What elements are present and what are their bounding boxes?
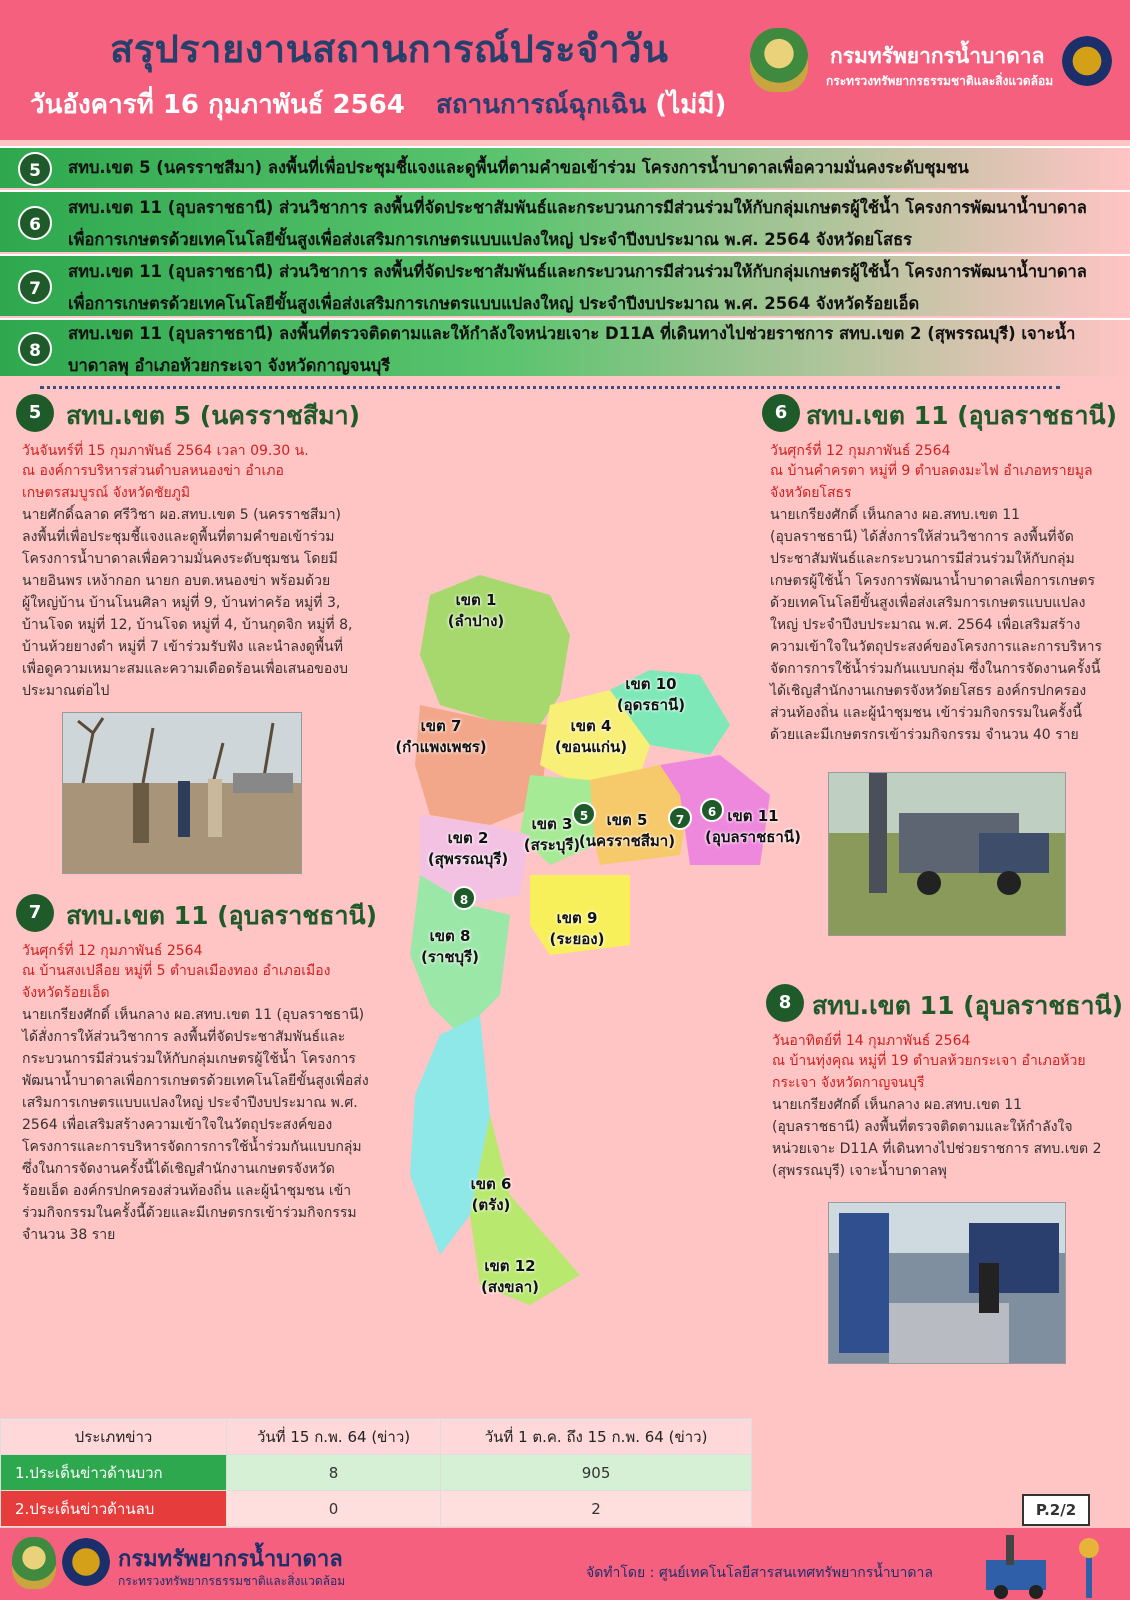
section-location: ณ บ้านทุ่งคุณ หมู่ที่ 19 ตำบลห้วยกระเจา อำเภอห้วยกระเจา จังหวัดกาญจนบุรี [772,1053,1086,1091]
page-title: สรุปรายงานสถานการณ์ประจำวัน [110,27,669,71]
map-label-region-2: เขต 2 (สุพรรณบุรี) [427,829,509,868]
photo-drilling-water [828,1202,1066,1364]
footer-org-name: กรมทรัพยากรน้ำบาดาล [118,1547,343,1572]
row-label: 1.ประเด็นข่าวด้านบวก [1,1455,227,1491]
section-body: นายเกรียงศักดิ์ เห็นกลาง ผอ.สทบ.เขต 11 (อุบลราชธานี) ได้สั่งการให้ส่วนวิชาการ ลงพื้นที่จัดประชาสัมพันธ์และกระบวนการมีส่วนร่วมให้กับกลุ่มเกษตรผู้ใช้น้ำ โครงการพัฒนาน้ำบาดาลเพื่อการเกษตรด้วยเทคโนโลยีขั้นสูงเพื่อส่งเสริมการเกษตรแบบแปลงใหญ่ ประจำปีงบประมาณ พ.ศ. 2564 เพื่อเสริมสร้างความเข้าใจในวัตถุประสงค์ของโครงการและการบริหารจัดการการใช้น้ำร่วมกันแบบกลุ่ม ซึ่งในการจัดงานครั้งนี้ได้เชิญสำนักงานเกษตรจังหวัดยโสธร องค์กรปกครองส่วนท้องถิ่น และผู้นำชุมชน เข้าร่วมกิจกรรมในครั้งนี้ด้วยและมีเกษตรกรเข้าร่วมกิจกรรม จำนวน 40 ราย [770,507,1102,743]
row-text: สทบ.เขต 5 (นครราชสีมา) ลงพื้นที่เพื่อประชุมชี้แจงและดูพื้นที่ตามคำขอเข้าร่วม โครงการน้ำบาดาลเพื่อความมั่นคงระดับชุมชน [68,158,969,177]
table-row [1,1491,752,1527]
drill-truck-icon [976,1530,1116,1600]
map-label-region-5: เขต 5 (นครราชสีมา) [578,811,676,850]
map-marker: 6 [700,798,724,822]
section-number: 5 [16,394,54,432]
photo-drilling-rig [828,772,1066,936]
section-location: ณ บ้านคำครตา หมู่ที่ 9 ตำบลดงมะไฟ อำเภอทรายมูล จังหวัดยโสธร [770,463,1093,501]
section-location: ณ บ้านสงเปลือย หมู่ที่ 5 ตำบลเมืองทอง อำเภอเมือง จังหวัดร้อยเอ็ด [22,963,331,1001]
section-date: วันศุกร์ที่ 12 กุมภาพันธ์ 2564 [22,943,203,959]
map-label-region-4: เขต 4 (ขอนแก่น) [554,717,628,756]
section-title: สทบ.เขต 11 (อุบลราชธานี) [806,401,1118,430]
news-row-6 [0,190,1130,252]
cell-value: 905 [441,1455,752,1491]
section-date: วันศุกร์ที่ 12 กุมภาพันธ์ 2564 [770,443,951,459]
map-marker: 5 [572,802,596,826]
section-number: 8 [766,984,804,1022]
section-title: สทบ.เขต 11 (อุบลราชธานี) [812,991,1124,1020]
footer-credit: จัดทำโดย : ศูนย์เทคโนโลยีสารสนเทศทรัพยากรน้ำบาดาล [586,1565,933,1581]
section-location: ณ องค์การบริหารส่วนตำบลหนองข่า อำเภอเกษตรสมบูรณ์ จังหวัดชัยภูมิ [22,463,284,501]
news-row-8 [0,318,1130,376]
section-divider [40,386,1060,389]
col-header: ประเภทข่าว [1,1419,227,1455]
news-row-7 [0,254,1130,316]
section-number: 7 [16,894,54,932]
photo-site-visit [62,712,302,874]
table-row [1,1455,752,1491]
cell-value: 2 [441,1491,752,1527]
footer-org-subtitle: กระทรวงทรัพยากรธรรมชาติและสิ่งแวดล้อม [118,1574,346,1588]
news-row-5 [0,146,1130,188]
section-date: วันอาทิตย์ที่ 14 กุมภาพันธ์ 2564 [772,1033,971,1049]
department-emblem-icon [62,1538,110,1586]
map-label-region-7: เขต 7 (กำแพงเพชร) [395,717,487,756]
row-label: 2.ประเด็นข่าวด้านลบ [1,1491,227,1527]
map-label-region-11: เขต 11 (อุบลราชธานี) [705,807,801,846]
map-label-region-10: เขต 10 (อุดรธานี) [616,675,686,714]
emergency-status [436,84,726,125]
department-emblem-icon [1062,36,1112,86]
org-name: กรมทรัพยากรน้ำบาดาล [830,44,1045,68]
section-body: นายเกรียงศักดิ์ เห็นกลาง ผอ.สทบ.เขต 11 (อุบลราชธานี) ได้สั่งการให้ส่วนวิชาการ ลงพื้นที่จัดประชาสัมพันธ์และกระบวนการมีส่วนร่วมให้กับกลุ่มเกษตรผู้ใช้น้ำ โครงการพัฒนาน้ำบาดาลเพื่อการเกษตรด้วยเทคโนโลยีขั้นสูงเพื่อส่งเสริมการเกษตรแบบแปลงใหญ่ ประจำปีงบประมาณ พ.ศ. 2564 เพื่อเสริมสร้างความเข้าใจในวัตถุประสงค์ของโครงการและการบริหารจัดการการใช้น้ำร่วมกันแบบกลุ่ม ซึ่งในการจัดงานครั้งนี้ได้เชิญสำนักงานเกษตรจังหวัดร้อยเอ็ด องค์กรปกครองส่วนท้องถิ่น และผู้นำชุมชน เข้าร่วมกิจกรรมในครั้งนี้ด้วยและมีเกษตรกรเข้าร่วมกิจกรรม จำนวน 38 ราย [22,1007,369,1243]
row-text: สทบ.เขต 11 (อุบลราชธานี) ส่วนวิชาการ ลงพื้นที่จัดประชาสัมพันธ์และกระบวนการมีส่วนร่วมให้กับกลุ่มเกษตรผู้ใช้น้ำ โครงการพัฒนาน้ำบาดาลเพื่อการเกษตรด้วยเทคโนโลยีขั้นสูงเพื่อส่งเสริมการเกษตรแบบแปลงใหญ่ ประจำปีงบประมาณ พ.ศ. 2564 จังหวัดยโสธร [68,198,1087,249]
row-number: 8 [18,332,52,366]
col-header: วันที่ 1 ต.ค. ถึง 15 ก.พ. 64 (ข่าว) [441,1419,752,1455]
org-subtitle: กระทรวงทรัพยากรธรรมชาติและสิ่งแวดล้อม [826,74,1054,88]
cell-value: 0 [226,1491,440,1527]
map-label-region-1: เขต 1 (ลำปาง) [447,591,505,630]
report-date: วันอังคารที่ 16 กุมภาพันธ์ 2564 [30,90,405,120]
ministry-seal-icon [12,1537,56,1589]
map-marker: 8 [452,886,476,910]
map-label-region-3: เขต 3 (สระบุรี) [523,815,581,854]
row-number: 6 [18,206,52,240]
section-title: สทบ.เขต 5 (นครราชสีมา) [66,401,361,430]
emergency-label: สถานการณ์ฉุกเฉิน [436,90,647,120]
map-label-region-8: เขต 8 (ราชบุรี) [421,927,479,966]
map-label-region-6: เขต 6 (ตรัง) [470,1175,512,1214]
page-number: P.2/2 [1022,1494,1090,1526]
emergency-value: (ไม่มี) [655,90,727,120]
news-stats-table [0,1418,752,1527]
row-text: สทบ.เขต 11 (อุบลราชธานี) ส่วนวิชาการ ลงพื้นที่จัดประชาสัมพันธ์และกระบวนการมีส่วนร่วมให้กับกลุ่มเกษตรผู้ใช้น้ำ โครงการพัฒนาน้ำบาดาลเพื่อการเกษตรด้วยเทคโนโลยีขั้นสูงเพื่อส่งเสริมการเกษตรแบบแปลงใหญ่ ประจำปีงบประมาณ พ.ศ. 2564 จังหวัดร้อยเอ็ด [68,262,1087,313]
cell-value: 8 [226,1455,440,1491]
section-body: นายศักดิ์ฉลาด ศรีวิชา ผอ.สทบ.เขต 5 (นครราชสีมา) ลงพื้นที่เพื่อประชุมชี้แจงและดูพื้นที่ตามคำขอเข้าร่วม โครงการน้ำบาดาลเพื่อความมั่นคงระดับชุมชน โดยมี นายอินพร เหง้ากอก นายก อบต.หนองข่า พร้อมด้วย ผู้ใหญ่บ้าน บ้านโนนศิลา หมู่ที่ 9, บ้านท่าคร้อ หมู่ที่ 3, บ้านโจด หมู่ที่ 12, บ้านโจด หมู่ที่ 4, บ้านกุดจิก หมู่ที่ 8, บ้านห้วยยางดำ หมู่ที่ 7 เข้าร่วมรับฟัง และนำลงดูพื้นที่ เพื่อดูความเหมาะสมและความเดือดร้อนเพื่อเสนอของบประมาณต่อไป [22,507,353,699]
map-label-region-12: เขต 12 (สงขลา) [480,1257,540,1296]
section-title: สทบ.เขต 11 (อุบลราชธานี) [66,901,378,930]
col-header: วันที่ 15 ก.พ. 64 (ข่าว) [226,1419,440,1455]
row-number: 5 [18,152,52,186]
map-label-region-9: เขต 9 (ระยอง) [549,909,605,948]
row-text: สทบ.เขต 11 (อุบลราชธานี) ลงพื้นที่ตรวจติดตามและให้กำลังใจหน่วยเจาะ D11A ที่เดินทางไปช่วยราชการ สทบ.เขต 2 (สุพรรณบุรี) เจาะน้ำบาดาลพุ อำเภอห้วยกระเจา จังหวัดกาญจนบุรี [68,324,1076,375]
ministry-seal-icon [750,28,808,92]
section-body: นายเกรียงศักดิ์ เห็นกลาง ผอ.สทบ.เขต 11 (อุบลราชธานี) ลงพื้นที่ตรวจติดตามและให้กำลังใจหน่วยเจาะ D11A ที่เดินทางไปช่วยราชการ สทบ.เขต 2 (สุพรรณบุรี) เจาะน้ำบาดาลพุ [772,1097,1102,1179]
section-number: 6 [762,394,800,432]
section-date: วันจันทร์ที่ 15 กุมภาพันธ์ 2564 เวลา 09.30 น. [22,443,309,459]
map-marker: 7 [668,806,692,830]
row-number: 7 [18,270,52,304]
